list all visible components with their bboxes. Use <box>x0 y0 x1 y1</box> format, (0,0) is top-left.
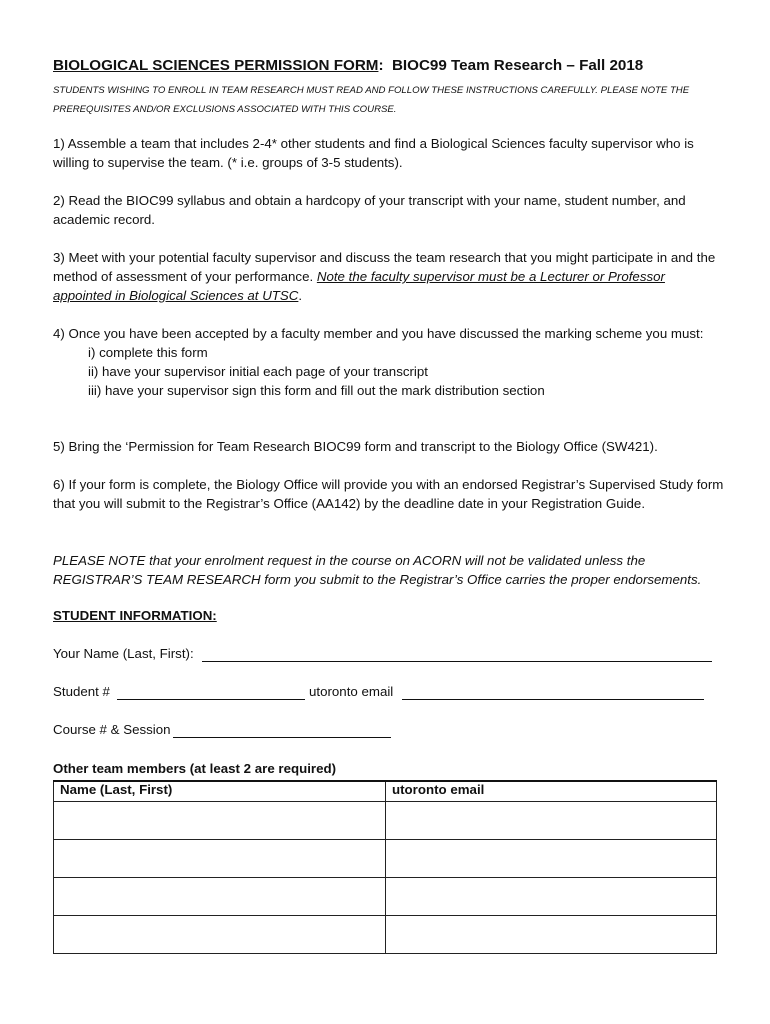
course-session-row <box>53 722 717 742</box>
member-name-cell[interactable] <box>54 916 386 954</box>
course-term: BIOC99 Team Research – Fall 2018 <box>391 57 644 74</box>
step-3 <box>53 248 725 305</box>
name-column-header: Name (Last, First) <box>54 781 386 802</box>
member-name-cell[interactable] <box>54 802 386 840</box>
name-input-line[interactable] <box>202 661 712 662</box>
please-note: PLEASE NOTE that your enrolment request in the course on ACORN will not be validated unless the REGISTRAR’S TEAM RESEARCH form you submit to the Registrar’s Office carries the proper endorsements. <box>53 553 702 587</box>
student-number-label: Student # <box>53 684 110 699</box>
step-6: 6) If your form is complete, the Biology Office will provide you with an endorsed Registrar’s Supervised Study form that you will submit to the Registrar’s Office (AA142) by the deadline date in your Registration Guide. <box>53 477 724 511</box>
step-5: 5) Bring the ‘Permission for Team Research BIOC99 form and transcript to the Biology Office (SW421). <box>53 439 658 454</box>
step-2: 2) Read the BIOC99 syllabus and obtain a hardcopy of your transcript with your name, student number, and academic record. <box>53 193 686 227</box>
step-4-item: i) complete this form <box>88 345 208 360</box>
title-colon: : <box>378 57 384 74</box>
email-label: utoronto email <box>309 684 394 699</box>
member-email-cell[interactable] <box>386 916 717 954</box>
email-input-line[interactable] <box>402 699 704 700</box>
step-4-intro: 4) Once you have been accepted by a faculty member and you have discussed the marking scheme you must: <box>53 326 704 341</box>
member-email-cell[interactable] <box>386 840 717 878</box>
member-name-cell[interactable] <box>54 840 386 878</box>
member-email-cell[interactable] <box>386 802 717 840</box>
table-row <box>54 878 717 916</box>
form-title <box>53 57 643 74</box>
step-4-item: ii) have your supervisor initial each page of your transcript <box>88 364 428 379</box>
step-3-text: 3) Meet with your potential faculty supervisor and discuss the team research that you might participate in and the method of assessment of your performance. <box>53 250 716 284</box>
student-number-row <box>53 684 717 704</box>
student-info-heading: STUDENT INFORMATION: <box>53 608 217 623</box>
step-4 <box>53 324 725 400</box>
form-name: BIOLOGICAL SCIENCES PERMISSION FORM <box>53 57 379 74</box>
student-number-input-line[interactable] <box>117 699 305 700</box>
step-4-item: iii) have your supervisor sign this form and fill out the mark distribution section <box>88 383 545 398</box>
step-1: 1) Assemble a team that includes 2-4* other students and find a Biological Sciences faculty supervisor who is willing to supervise the team. (* i.e. groups of 3-5 students). <box>53 136 694 170</box>
instructions-warning: STUDENTS WISHING TO ENROLL IN TEAM RESEARCH MUST READ AND FOLLOW THESE INSTRUCTIONS CAREFULLY. PLEASE NOTE THE PREREQUISITES AND/OR EXCLUSIONS ASSOCIATED WITH THIS COURSE. <box>53 85 690 115</box>
table-row <box>54 840 717 878</box>
course-session-input-line[interactable] <box>173 737 391 738</box>
step-3-note: Note the faculty supervisor must be a Lecturer or Professor appointed in Biological Sciences at UTSC <box>53 269 665 303</box>
email-column-header: utoronto email <box>386 781 717 802</box>
name-field-row <box>53 646 717 666</box>
member-name-cell[interactable] <box>54 878 386 916</box>
step-3-end: . <box>298 288 303 303</box>
member-email-cell[interactable] <box>386 878 717 916</box>
team-members-table <box>53 780 717 954</box>
table-row <box>54 916 717 954</box>
table-row <box>54 802 717 840</box>
course-session-label: Course # & Session <box>53 722 171 737</box>
team-members-heading: Other team members (at least 2 are required) <box>53 761 337 776</box>
name-label: Your Name (Last, First): <box>53 646 194 661</box>
